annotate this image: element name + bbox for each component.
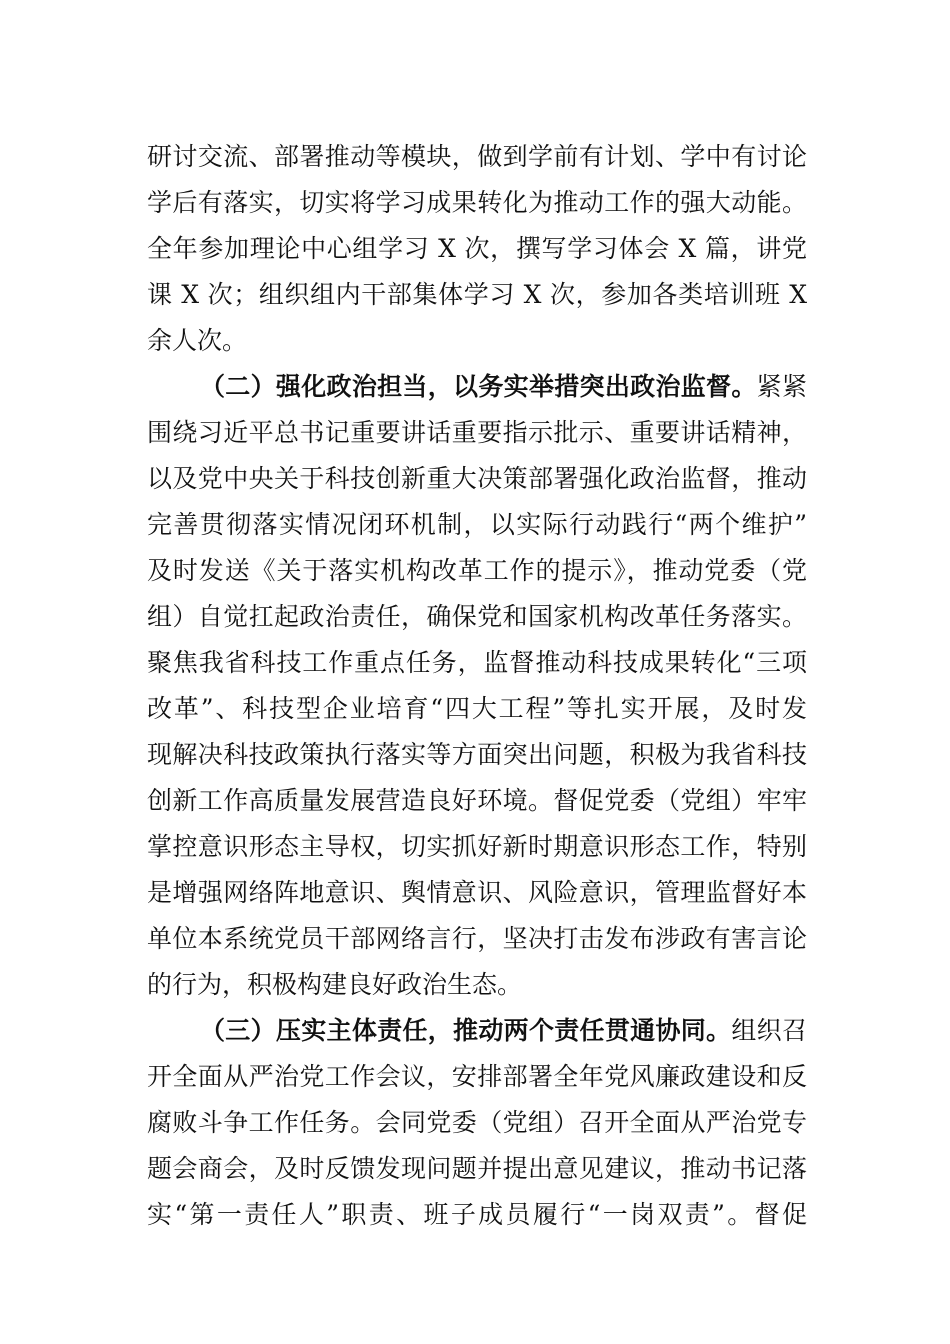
section-heading: （二）强化政治担当，以务实举措突出政治监督。 [200,372,757,401]
text-line: 改革”、科技型企业培育“四大工程”等扎实开展，及时发 [147,694,807,723]
text-line: 开全面从严治党工作会议，安排部署全年党风廉政建设和反 [147,1062,807,1091]
text-line: 单位本系统党员干部网络言行，坚决打击发布涉政有害言论 [147,924,807,953]
paragraph-study [147,134,807,364]
text-line: 组）自觉扛起政治责任，确保党和国家机构改革任务落实。 [147,602,807,631]
text-line: 以及党中央关于科技创新重大决策部署强化政治监督，推动 [147,464,807,493]
text-run: 组织召 [731,1016,807,1045]
text-line [147,364,807,410]
document-page [147,134,807,1238]
text-line: 是增强网络阵地意识、舆情意识、风险意识，管理监督好本 [147,878,807,907]
section-heading: （三）压实主体责任，推动两个责任贯通协同。 [200,1016,732,1045]
text-line: 的行为，积极构建良好政治生态。 [147,970,523,999]
text-line: 掌控意识形态主导权，切实抓好新时期意识形态工作，特别 [147,832,807,861]
text-line: 全年参加理论中心组学习 X 次，撰写学习体会 X 篇，讲党 [147,234,807,263]
text-line: 完善贯彻落实情况闭环机制，以实际行动践行“两个维护” [147,510,807,539]
text-line: 余人次。 [147,326,248,355]
text-run: 紧紧 [756,372,807,401]
text-line: 围绕习近平总书记重要讲话重要指示批示、重要讲话精神， [147,418,807,447]
text-line: 腐败斗争工作任务。会同党委（党组）召开全面从严治党专 [147,1108,807,1137]
text-line: 实“第一责任人”职责、班子成员履行“一岗双责”。督促 [147,1200,808,1229]
paragraph-main-responsibility [147,1008,807,1238]
text-line: 聚焦我省科技工作重点任务，监督推动科技成果转化“三项 [147,648,807,677]
text-line: 及时发送《关于落实机构改革工作的提示》，推动党委（党 [147,556,807,585]
text-line: 创新工作高质量发展营造良好环境。督促党委（党组）牢牢 [147,786,807,815]
text-line: 现解决科技政策执行落实等方面突出问题，积极为我省科技 [147,740,807,769]
text-line [147,1008,807,1054]
text-line: 题会商会，及时反馈发现问题并提出意见建议，推动书记落 [147,1154,807,1183]
paragraph-political-supervision [147,364,807,1008]
text-line: 学后有落实，切实将学习成果转化为推动工作的强大动能。 [147,188,807,217]
text-line: 研讨交流、部署推动等模块，做到学前有计划、学中有讨论 [147,142,807,171]
text-line: 课 X 次；组织组内干部集体学习 X 次，参加各类培训班 X [147,280,807,309]
